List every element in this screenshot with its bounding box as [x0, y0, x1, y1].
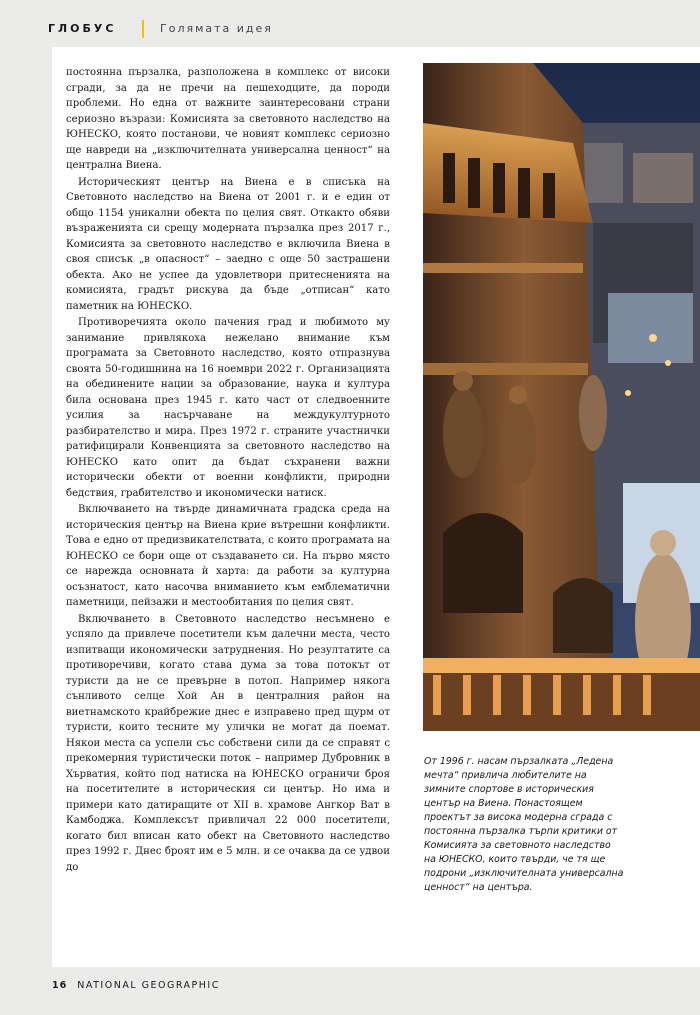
article-paragraph: Историческият център на Виена е в списъка на Световното наследство на Виена от 2001 г. и е един от общо 1154 уникални обекта по целия свят. Откакто обяви възраженията си срещу модерната пързалка през 2017 г., Комисията за световното наследство е включила Виена в своя списък „в опасност“ – заедно с още 50 застрашени обекта. Ако не успее да удовлетвори притесненията на комисията, градът рискува да бъде „отписан“ като паметник на ЮНЕСКО.: [66, 176, 390, 312]
publication-name: NATIONAL GEOGRAPHIC: [77, 980, 220, 991]
article-paragraph: Включването на твърде динамичната градска среда на историческия център на Виена крие вътрешни конфликти. Това е едно от предизвикателствата, с които програмата на ЮНЕСКО се бори още от създаването си. На първо място се нарежда основната ѝ харта: да работи за културна осъзнатост, като насочва вниманието към емблематични паметници, пейзажи и местообитания по целия свят.: [66, 504, 390, 608]
photo-caption: От 1996 г. насам пързалката „Ледена мечта“ привлича любителите на зимните спортове в историческия център на Виена. Понастоящем проектът за висока модерна сграда с постоянна пързалка търпи критики от Комисията за световното наследство на ЮНЕСКО, които твърди, че тя ще подрони „изключителната универсална ценност“ на центъра.: [424, 756, 624, 893]
article-paragraph: Противоречията около пачения град и любимото му занимание привлякоха нежелано внимание към програмата за Световното наследство, която отпразнува своята 50-годишнина на 16 ноември 2022 г. Организацията на обединените нации за образование, наука и култура била основана през 1945 г. като част от следвоенните усилия за насърчаване на междукултурното разбирателство и мира. През 1972 г. страните участнички ратифицирали Конвенцията за световното наследство на ЮНЕСКО като опит да бъдат съхранени важни исторически обекти от военни конфликти, природни бедствия, грабителство и икономически натиск.: [66, 317, 390, 499]
page-number: 16: [52, 980, 68, 991]
header-divider: [142, 20, 144, 38]
article-page: [52, 47, 700, 967]
article-body: [66, 65, 390, 876]
article-paragraph: постоянна пързалка, разположена в комплекс от високи сгради, за да не пречи на пешеходците, да породи проблеми. Но една от важните заинтересовани страни сериозно възрази: Комисията за световното наследство на ЮНЕСКО, която постанови, че новият комплекс сериозно ще навреди на „изключителната универсална ценност“ на централна Виена.: [66, 67, 390, 171]
subsection-title: Голямата идея: [160, 22, 273, 35]
photo-illustration: [423, 63, 700, 731]
article-paragraph: Включването в Световното наследство несъмнено е успяло да привлече посетители към далечни места, често изпитващи икономически затруднения. Но резултатите са противоречиви, когато става дума за това потокът от туристи да не се превърне в потоп. Например някога сънливото селце Хой Ан в централния район на виетнамското крайбрежие днес е изправено пред щурм от туристи, които тесните му улички не могат да поемат. Някои места са успели със собствени сили да се справят с прекомерния туристически поток – например Дубровник в Хърватия, който под натиска на ЮНЕСКО ограничи броя на посетителите в историческия си център. Но има и примери като датиращите от XII в. храмове Ангкор Ват в Камбоджа. Комплексът привличал 22 000 посетители, когато бил вписан като обект на Световното наследство през 1992 г. Днес броят им е 5 млн. и се очаква да се удвои до: [66, 613, 390, 873]
page-header: [0, 0, 700, 46]
section-title: ГЛОБУС: [48, 22, 117, 35]
vienna-city-hall-photo: [423, 63, 700, 731]
page-footer: [52, 980, 220, 991]
